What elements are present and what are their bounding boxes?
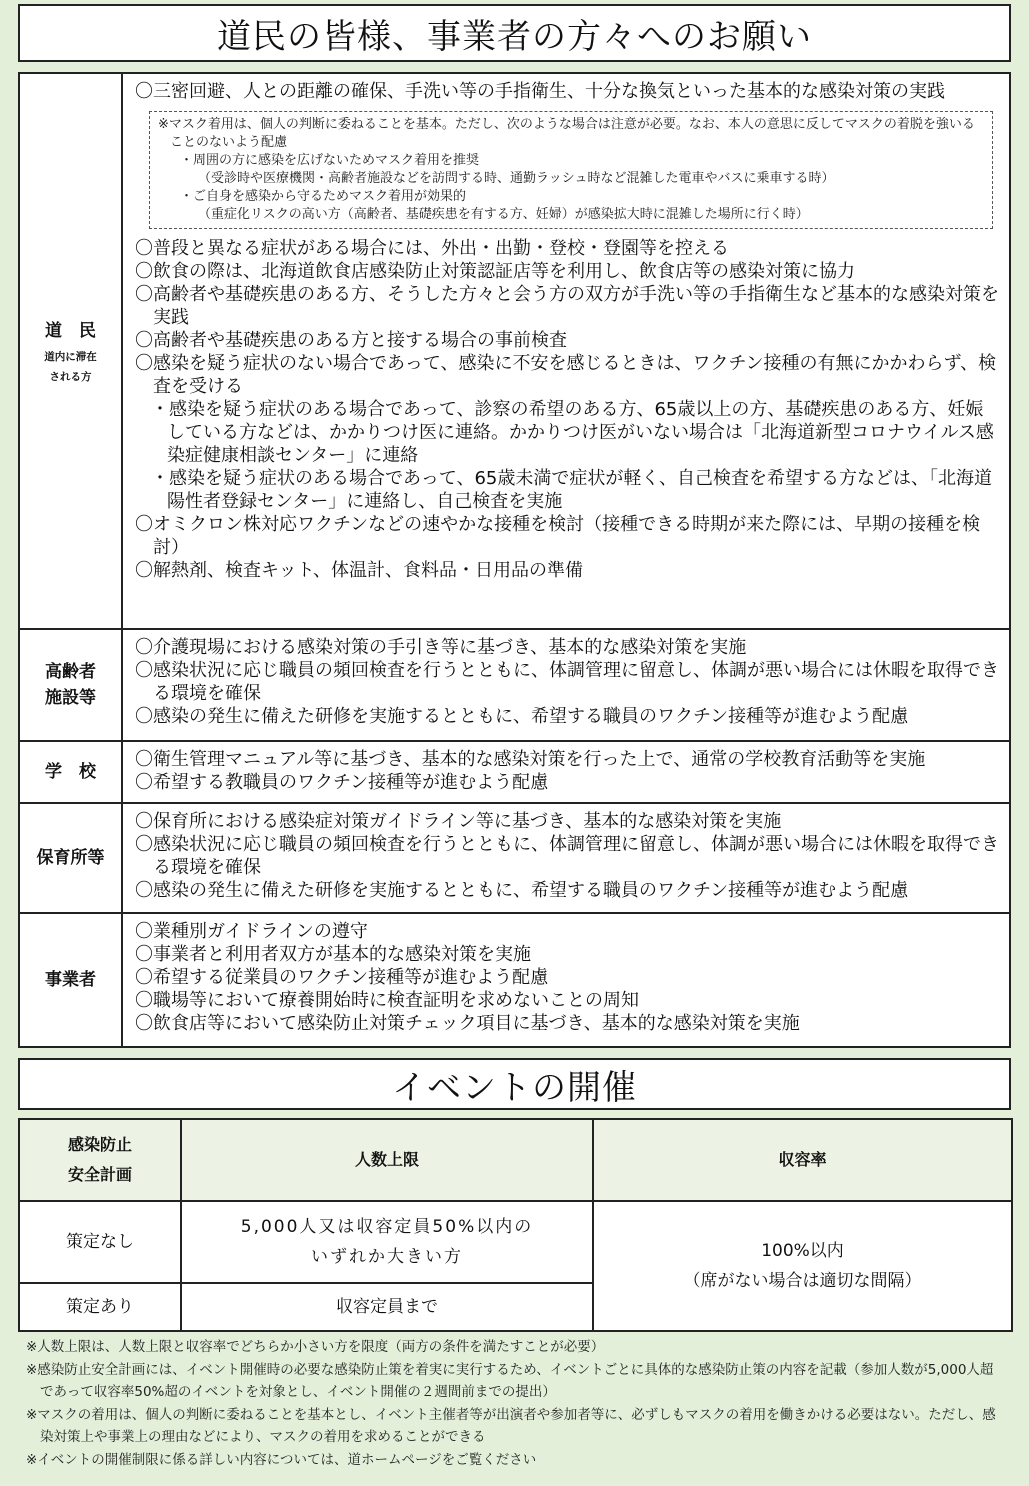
list-item: 〇感染の発生に備えた研修を実施するとともに、希望する職員のワクチン接種等が進むよう配慮 xyxy=(135,880,909,901)
note-line: （重症化リスクの高い方（高齢者、基礎疾患を有する方、妊婦）が感染拡大時に混雑した場所に行く時） xyxy=(198,207,809,222)
note-line: ・周囲の方に感染を広げないためマスク着用を推奨 xyxy=(180,153,480,168)
content-cell xyxy=(122,629,1010,741)
footnote: ※感染防止安全計画には、イベント開催時の必要な感染防止策を着実に実行するため、イベントごとに具体的な感染防止策の内容を記載（参加人数が5,000人超であって収容率50%超のイベントを対象とし、イベント開催の２週間前までの提出） xyxy=(26,1361,994,1400)
table-row xyxy=(19,1201,1012,1283)
header-plan-line: 安全計画 xyxy=(67,1165,132,1184)
limit-cell xyxy=(181,1201,593,1283)
content-cell xyxy=(122,803,1010,913)
occupancy-line: （席がない場合は適切な間隔） xyxy=(683,1271,922,1291)
category-cell xyxy=(19,913,122,1047)
list-item: 〇希望する教職員のワクチン接種等が進むよう配慮 xyxy=(135,772,549,793)
list-item: 〇高齢者や基礎疾患のある方と接する場合の事前検査 xyxy=(135,330,567,351)
event-table xyxy=(18,1118,1013,1332)
list-item: 〇感染状況に応じ職員の頻回検査を行うとともに、体調管理に留意し、体調が悪い場合には休暇を取得できる環境を確保 xyxy=(135,660,999,704)
category-cell xyxy=(19,629,122,741)
event-title xyxy=(18,1058,1011,1110)
event-header-row xyxy=(19,1119,1012,1201)
sub-bullet: ・感染を疑う症状のある場合であって、65歳未満で症状が軽く、自己検査を希望する方などは、「北海道陽性者登録センター」に連絡し、自己検査を実施 xyxy=(151,468,992,512)
category-label: 事業者 xyxy=(45,970,96,990)
category-cell xyxy=(19,803,122,913)
list-item: 〇希望する従業員のワクチン接種等が進むよう配慮 xyxy=(135,967,549,988)
list-item: 〇事業者と利用者双方が基本的な感染対策を実施 xyxy=(135,944,531,965)
section-school xyxy=(19,741,1010,803)
section-domin xyxy=(19,73,1010,629)
note-line: ※マスク着用は、個人の判断に委ねることを基本。ただし、次のような場合は注意が必要。なお、本人の意思に反してマスクの着脱を強いることのないよう配慮 xyxy=(158,117,975,150)
section-business xyxy=(19,913,1010,1047)
mask-note-box xyxy=(149,111,993,229)
header-plan-line: 感染防止 xyxy=(67,1135,132,1154)
category-label: 高齢者 xyxy=(45,662,96,682)
content-cell xyxy=(122,741,1010,803)
list-item: 〇飲食店等において感染防止対策チェック項目に基づき、基本的な感染対策を実施 xyxy=(135,1013,800,1034)
header-plan xyxy=(19,1119,181,1201)
list-item: 〇飲食の際は、北海道飲食店感染防止対策認証店等を利用し、飲食店等の感染対策に協力 xyxy=(135,261,855,282)
section-nursery xyxy=(19,803,1010,913)
list-item: 〇職場等において療養開始時に検査証明を求めないことの周知 xyxy=(135,990,639,1011)
list-item: 〇解熱剤、検査キット、体温計、食料品・日用品の準備 xyxy=(135,560,584,581)
list-item: 〇感染の発生に備えた研修を実施するとともに、希望する職員のワクチン接種等が進むよう配慮 xyxy=(135,706,909,727)
category-sub-2: される方 xyxy=(49,371,92,383)
content-cell xyxy=(122,913,1010,1047)
request-table xyxy=(18,72,1011,1048)
footnote: ※人数上限は、人数上限と収容率でどちらか小さい方を限度（両方の条件を満たすことが必要） xyxy=(26,1339,605,1355)
footnotes xyxy=(26,1336,1001,1471)
event-title-text: イベントの開催 xyxy=(392,1067,637,1108)
list-item: 〇感染状況に応じ職員の頻回検査を行うとともに、体調管理に留意し、体調が悪い場合には休暇を取得できる環境を確保 xyxy=(135,834,999,878)
sub-bullet: ・感染を疑う症状のある場合であって、診察の希望のある方、65歳以上の方、基礎疾患のある方、妊娠している方などは、かかりつけ医に連絡。かかりつけ医がいない場合は「北海道新型コロナウイルス感染症健康相談センター」に連絡 xyxy=(151,399,994,466)
list-item: 〇保育所における感染症対策ガイドライン等に基づき、基本的な感染対策を実施 xyxy=(135,811,782,832)
list-item: 〇介護現場における感染対策の手引き等に基づき、基本的な感染対策を実施 xyxy=(135,637,747,658)
list-item: 〇業種別ガイドラインの遵守 xyxy=(135,921,368,942)
list-item: 〇普段と異なる症状がある場合には、外出・出勤・登校・登園等を控える xyxy=(135,238,729,259)
list-item: 〇衛生管理マニュアル等に基づき、基本的な感染対策を行った上で、通常の学校教育活動等を実施 xyxy=(135,749,926,770)
page-title xyxy=(18,4,1011,62)
limit-line: いずれか大きい方 xyxy=(311,1247,463,1267)
plan-cell: 策定なし xyxy=(19,1201,181,1283)
header-occupancy: 収容率 xyxy=(593,1119,1012,1201)
category-label: 道 民 xyxy=(45,321,96,341)
occupancy-cell xyxy=(593,1201,1012,1331)
list-item: 〇オミクロン株対応ワクチンなどの速やかな接種を検討（接種できる時期が来た際には、早期の接種を検討） xyxy=(135,514,981,558)
footnote: ※イベントの開催制限に係る詳しい内容については、道ホームページをご覧ください xyxy=(26,1451,537,1468)
footnote: ※マスクの着用は、個人の判断に委ねることを基本とし、イベント主催者等が出演者や参加者等に、必ずしもマスクの着用を働きかける必要はない。ただし、感染対策上や事業上の理由などにより、マスクの着用を求めることができる xyxy=(26,1406,996,1445)
limit-cell: 収容定員まで xyxy=(181,1283,593,1331)
header-capacity-limit: 人数上限 xyxy=(181,1119,593,1201)
list-item: 〇感染を疑う症状のない場合であって、感染に不安を感じるときは、ワクチン接種の有無にかかわらず、検査を受ける xyxy=(135,353,997,397)
category-sub-1: 道内に滞在 xyxy=(44,351,97,363)
note-line: （受診時や医療機関・高齢者施設などを訪問する時、通勤ラッシュ時など混雑した電車やバスに乗車する時） xyxy=(198,171,835,186)
list-item: 〇三密回避、人との距離の確保、手洗い等の手指衛生、十分な換気といった基本的な感染対策の実践 xyxy=(135,81,945,102)
category-label: 保育所等 xyxy=(36,848,105,868)
note-line: ・ご自身を感染から守るためマスク着用が効果的 xyxy=(180,189,467,204)
plan-cell: 策定あり xyxy=(19,1283,181,1331)
occupancy-line: 100%以内 xyxy=(761,1241,844,1261)
category-label: 施設等 xyxy=(45,688,96,708)
page-title-text: 道民の皆様、事業者の方々へのお願い xyxy=(217,16,812,57)
content-cell xyxy=(122,73,1010,629)
limit-line: 5,000人又は収容定員50%以内の xyxy=(240,1217,534,1237)
category-cell xyxy=(19,741,122,803)
list-item: 〇高齢者や基礎疾患のある方、そうした方々と会う方の双方が手洗い等の手指衛生など基本的な感染対策を実践 xyxy=(135,284,999,328)
category-label: 学 校 xyxy=(45,762,96,782)
category-cell xyxy=(19,73,122,629)
section-elderly xyxy=(19,629,1010,741)
